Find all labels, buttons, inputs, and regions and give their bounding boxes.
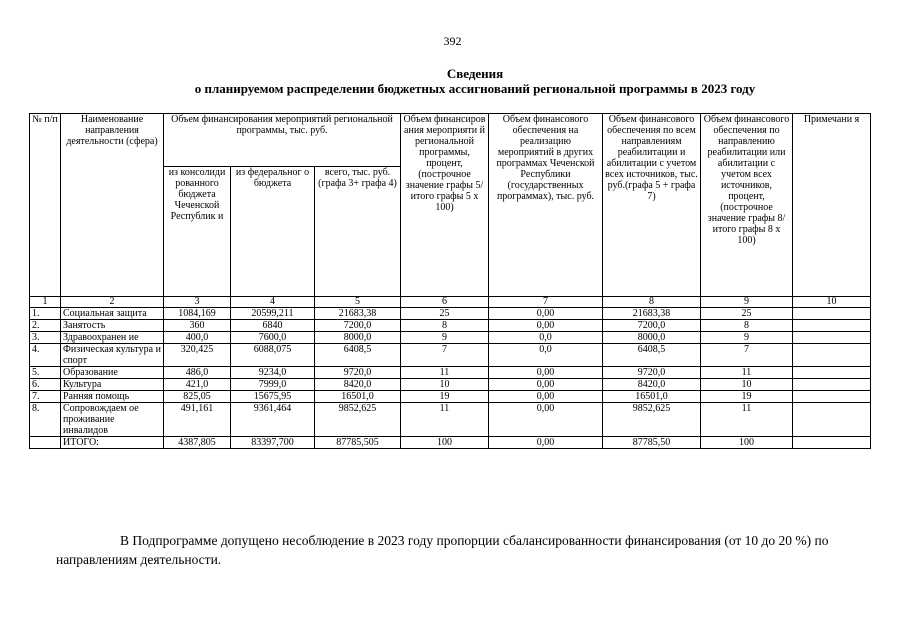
column-number: 4 [231,297,315,308]
table-row [30,320,871,332]
header-by-direction-percent: Объем финансового обеспечения по направлению реабилитации или абилитации с учетом всех источников, процент, (построчное значение графы 8/ итого графы 8 х 100) [701,114,793,297]
total-all-directions: 87785,50 [603,437,701,449]
row-number: 8. [30,403,61,437]
row-direction: Занятость [61,320,164,332]
row-notes [793,344,871,367]
row-other-programs: 0,00 [489,320,603,332]
row-other-programs: 0,00 [489,379,603,391]
header-consolidated: из консолиди рованного бюджета Чеченской Республик и [164,167,231,297]
row-consolidated: 1084,169 [164,308,231,320]
table-row [30,403,871,437]
budget-table [29,113,871,449]
row-by-direction-percent: 25 [701,308,793,320]
row-all-directions: 6408,5 [603,344,701,367]
row-all-directions: 7200,0 [603,320,701,332]
row-consolidated: 400,0 [164,332,231,344]
document-subtitle: о планируемом распределении бюджетных ассигнований региональной программы в 2023 году [194,81,756,96]
column-number: 2 [61,297,164,308]
row-by-direction-percent: 11 [701,367,793,379]
table-row [30,332,871,344]
row-total: 16501,0 [315,391,401,403]
row-consolidated: 825,05 [164,391,231,403]
table-row [30,308,871,320]
row-direction: Сопровождаем ое проживание инвалидов [61,403,164,437]
header-other-programs: Объем финансового обеспечения на реализацию мероприятий в других программах Чеченской Республики (государственных программах), тыс. руб. [489,114,603,297]
column-number: 1 [30,297,61,308]
row-federal: 9361,464 [231,403,315,437]
row-percent: 11 [401,367,489,379]
row-other-programs: 0,00 [489,308,603,320]
table-row [30,391,871,403]
row-total: 6408,5 [315,344,401,367]
row-number: 3. [30,332,61,344]
row-federal: 6840 [231,320,315,332]
header-all-directions: Объем финансового обеспечения по всем направлениям реабилитации и абилитации с учетом всех источников, тыс. руб.(графа 5 + графа 7) [603,114,701,297]
row-consolidated: 320,425 [164,344,231,367]
row-percent: 7 [401,344,489,367]
row-notes [793,320,871,332]
row-notes [793,403,871,437]
column-number: 9 [701,297,793,308]
total-empty-cell [30,437,61,449]
row-number: 2. [30,320,61,332]
row-percent: 10 [401,379,489,391]
header-name: Наименование направления деятельности (сфера) [61,114,164,297]
row-total: 8420,0 [315,379,401,391]
header-num: № п/п [30,114,61,297]
row-number: 4. [30,344,61,367]
row-direction: Социальная защита [61,308,164,320]
page-number: 392 [443,34,462,48]
row-all-directions: 8420,0 [603,379,701,391]
column-number: 5 [315,297,401,308]
row-notes [793,308,871,320]
row-consolidated: 360 [164,320,231,332]
row-total: 7200,0 [315,320,401,332]
total-percent: 100 [401,437,489,449]
row-federal: 9234,0 [231,367,315,379]
row-by-direction-percent: 11 [701,403,793,437]
row-number: 1. [30,308,61,320]
row-all-directions: 9720,0 [603,367,701,379]
row-notes [793,367,871,379]
row-total: 8000,0 [315,332,401,344]
row-direction: Здравоохранен ие [61,332,164,344]
column-number: 10 [793,297,871,308]
row-by-direction-percent: 19 [701,391,793,403]
row-direction: Культура [61,379,164,391]
row-by-direction-percent: 7 [701,344,793,367]
row-percent: 8 [401,320,489,332]
total-consolidated: 4387,805 [164,437,231,449]
row-other-programs: 0,00 [489,367,603,379]
row-direction: Образование [61,367,164,379]
total-by-direction-percent: 100 [701,437,793,449]
total-notes-cell [793,437,871,449]
row-number: 5. [30,367,61,379]
row-notes [793,379,871,391]
row-percent: 9 [401,332,489,344]
row-federal: 15675,95 [231,391,315,403]
row-other-programs: 0,00 [489,391,603,403]
column-number: 7 [489,297,603,308]
total-label: ИТОГО: [61,437,164,449]
row-other-programs: 0,00 [489,403,603,437]
row-other-programs: 0,0 [489,344,603,367]
row-federal: 7600,0 [231,332,315,344]
total-total: 87785,505 [315,437,401,449]
row-percent: 11 [401,403,489,437]
row-notes [793,391,871,403]
row-number: 6. [30,379,61,391]
footnote-paragraph: В Подпрограмме допущено несоблюдение в 2023 году пропорции сбалансированности финансирования (от 10 до 20 %) по направлениям деятельности. [56,533,829,567]
row-percent: 25 [401,308,489,320]
header-notes: Примечани я [793,114,871,297]
total-row [30,437,871,449]
row-federal: 20599,211 [231,308,315,320]
row-all-directions: 16501,0 [603,391,701,403]
row-total: 9852,625 [315,403,401,437]
row-direction: Ранняя помощь [61,391,164,403]
header-row-1 [30,114,871,167]
row-all-directions: 21683,38 [603,308,701,320]
column-number: 8 [603,297,701,308]
row-federal: 6088,075 [231,344,315,367]
row-total: 21683,38 [315,308,401,320]
header-percent: Объем финансиров ания мероприяти й региональной программы, процент, (построчное значение графы 5/ итого графы 5 х 100) [401,114,489,297]
table-row [30,344,871,367]
row-consolidated: 486,0 [164,367,231,379]
row-by-direction-percent: 8 [701,320,793,332]
row-consolidated: 421,0 [164,379,231,391]
total-other-programs: 0,00 [489,437,603,449]
row-federal: 7999,0 [231,379,315,391]
header-federal: из федеральног о бюджета [231,167,315,297]
table-row [30,367,871,379]
table-row [30,379,871,391]
column-number: 3 [164,297,231,308]
row-total: 9720,0 [315,367,401,379]
document-title: Сведения [446,66,504,81]
header-total: всего, тыс. руб. (графа 3+ графа 4) [315,167,401,297]
row-notes [793,332,871,344]
row-other-programs: 0,0 [489,332,603,344]
row-consolidated: 491,161 [164,403,231,437]
total-federal: 83397,700 [231,437,315,449]
row-all-directions: 9852,625 [603,403,701,437]
row-by-direction-percent: 9 [701,332,793,344]
row-all-directions: 8000,0 [603,332,701,344]
row-number: 7. [30,391,61,403]
column-number: 6 [401,297,489,308]
column-numbers-row [30,297,871,308]
row-direction: Физическая культура и спорт [61,344,164,367]
row-percent: 19 [401,391,489,403]
row-by-direction-percent: 10 [701,379,793,391]
header-funding-group: Объем финансирования мероприятий региональной программы, тыс. руб. [164,114,401,167]
